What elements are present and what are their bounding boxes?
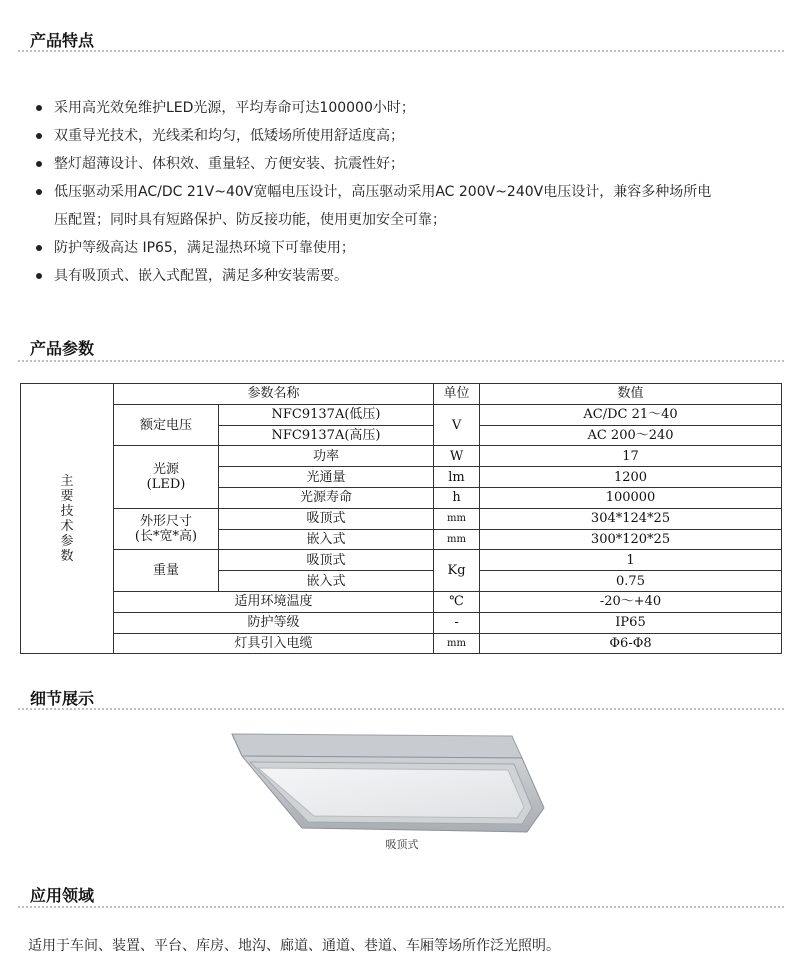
bullet-icon: [36, 245, 42, 251]
header-name: 参数名称: [114, 384, 434, 405]
param-value: AC/DC 21～40: [480, 404, 782, 425]
param-value: 304*124*25: [480, 508, 782, 529]
param-name: 灯具引入电缆: [114, 633, 434, 654]
param-unit: V: [434, 404, 480, 446]
table-row: [21, 612, 782, 633]
table-row: [21, 550, 782, 571]
table-row: [21, 446, 782, 467]
param-name: NFC9137A(高压): [219, 425, 434, 446]
header-value: 数值: [480, 384, 782, 405]
bullet-icon: [36, 133, 42, 139]
param-value: 300*120*25: [480, 529, 782, 550]
table-row: [21, 591, 782, 612]
param-value: Φ6-Φ8: [480, 633, 782, 654]
params-table: [20, 383, 782, 654]
param-value: 0.75: [480, 571, 782, 592]
param-name: 光源寿命: [219, 487, 434, 508]
param-value: IP65: [480, 612, 782, 633]
param-name: 适用环境温度: [114, 591, 434, 612]
feature-item: 采用高光效免维护LED光源，平均寿命可达100000小时；: [36, 94, 796, 122]
header-unit: 单位: [434, 384, 480, 405]
param-value: 100000: [480, 487, 782, 508]
application-title: 应用领域: [30, 886, 95, 905]
feature-item: 具有吸顶式、嵌入式配置，满足多种安装需要。: [36, 262, 796, 290]
side-label: 主 要 技 术 参 数: [21, 384, 114, 654]
param-name: 吸顶式: [219, 550, 434, 571]
application-divider: [18, 906, 784, 908]
product-caption: 吸顶式: [385, 838, 419, 851]
feature-item: 双重导光技术，光线柔和均匀，低矮场所使用舒适度高；: [36, 122, 796, 150]
table-row: [21, 633, 782, 654]
param-name: 嵌入式: [219, 571, 434, 592]
light-label: 光源 (LED): [114, 446, 219, 508]
param-name: 光通量: [219, 467, 434, 488]
bullet-icon: [36, 105, 42, 111]
param-value: 1200: [480, 467, 782, 488]
param-unit: ℃: [434, 591, 480, 612]
param-name: 功率: [219, 446, 434, 467]
param-name: NFC9137A(低压): [219, 404, 434, 425]
param-unit: W: [434, 446, 480, 467]
weight-label: 重量: [114, 550, 219, 592]
param-value: AC 200～240: [480, 425, 782, 446]
param-value: -20～+40: [480, 591, 782, 612]
table-row: [21, 404, 782, 425]
param-unit: mm: [434, 508, 480, 529]
application-text: 适用于车间、装置、平台、库房、地沟、廊道、通道、巷道、车厢等场所作泛光照明。: [28, 938, 560, 954]
feature-item: 整灯超薄设计、体积效、重量轻、方便安装、抗震性好；: [36, 150, 796, 178]
param-name: 防护等级: [114, 612, 434, 633]
param-unit: Kg: [434, 550, 480, 592]
bullet-icon: [36, 273, 42, 279]
param-unit: h: [434, 487, 480, 508]
details-title: 细节展示: [30, 689, 95, 708]
params-title: 产品参数: [30, 339, 95, 358]
param-value: 17: [480, 446, 782, 467]
param-name: 吸顶式: [219, 508, 434, 529]
table-row: [21, 384, 782, 405]
param-unit: mm: [434, 633, 480, 654]
features-title: 产品特点: [30, 31, 95, 50]
product-image: [222, 728, 552, 838]
feature-item: 防护等级高达 IP65，满足湿热环境下可靠使用；: [36, 234, 796, 262]
size-label: 外形尺寸 (长*宽*高): [114, 508, 219, 550]
details-divider: [18, 708, 784, 710]
feature-item: 低压驱动采用AC/DC 21V~40V宽幅电压设计，高压驱动采用AC 200V~240V电压设计，兼容多种场所电 压配置；同时具有短路保护、防反接功能，使用更加安全可靠；: [36, 178, 796, 234]
features-list: [36, 94, 796, 290]
param-unit: mm: [434, 529, 480, 550]
param-unit: lm: [434, 467, 480, 488]
table-row: [21, 508, 782, 529]
params-divider: [18, 360, 784, 362]
voltage-label: 额定电压: [114, 404, 219, 446]
param-value: 1: [480, 550, 782, 571]
param-unit: -: [434, 612, 480, 633]
features-divider: [18, 50, 784, 52]
bullet-icon: [36, 189, 42, 195]
bullet-icon: [36, 161, 42, 167]
param-name: 嵌入式: [219, 529, 434, 550]
